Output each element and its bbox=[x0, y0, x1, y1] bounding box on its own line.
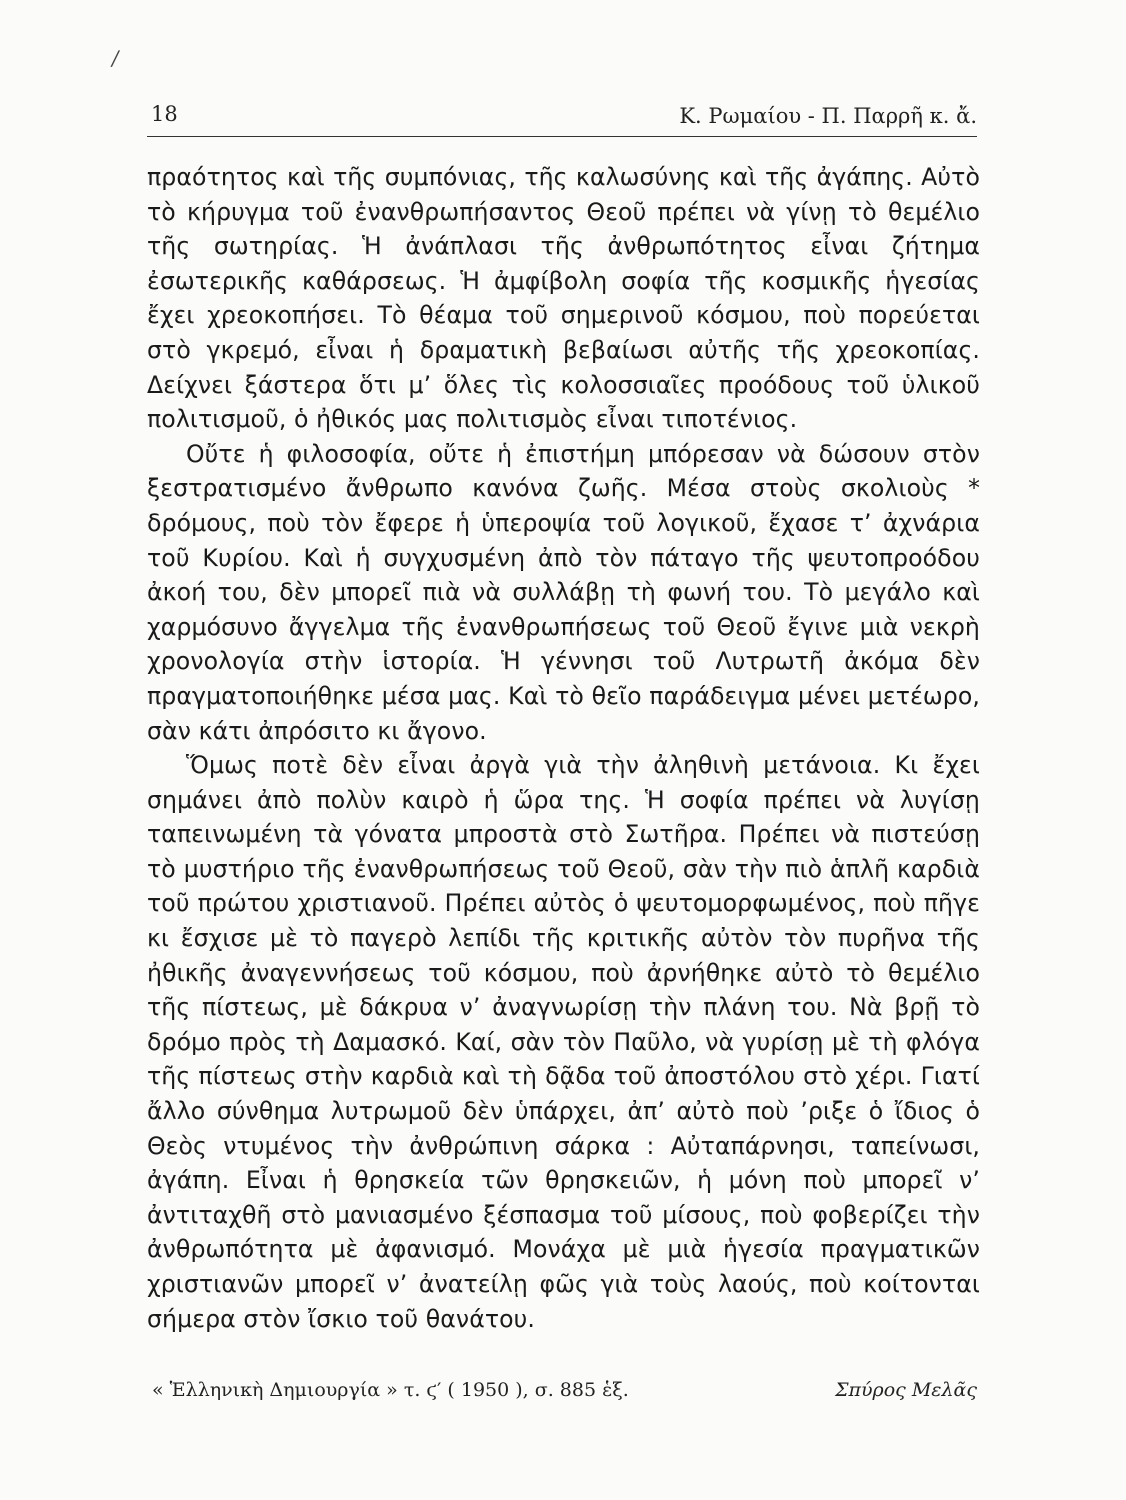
paragraph-2: Οὔτε ἡ φιλοσοφία, οὔτε ἡ ἐπιστήμη μπόρεσαν νὰ δώσουν στὸν ξεστρατισμένο ἄνθρωπο κανόνα ζωῆς. Μέσα στοὺς σκολιοὺς * δρόμους, ποὺ τὸν ἔφερε ἡ ὑπεροψία τοῦ λογικοῦ, ἔχασε τ’ ἀχνάρια τοῦ Κυρίου. Καὶ ἡ συγχυσμένη ἀπὸ τὸν πάταγο τῆς ψευτοπροόδου ἀκοή του, δὲν μπορεῖ πιὰ νὰ συλλάβῃ τὴ φωνή του. Τὸ μεγάλο καὶ χαρμόσυνο ἄγγελμα τῆς ἐνανθρωπήσεως τοῦ Θεοῦ ἔγινε μιὰ νεκρὴ χρονολογία στὴν ἱστορία. Ἡ γέννησι τοῦ Λυτρωτῆ ἀκόμα δὲν πραγματοποιήθηκε μέσα μας. Καὶ τὸ θεῖο παράδειγμα μένει μετέωρο, σὰν κάτι ἀπρόσιτο κι ἄγονο. bbox=[147, 439, 980, 745]
page-number: 18 bbox=[151, 102, 178, 126]
running-head: Κ. Ρωμαίου - Π. Παρρῆ κ. ἄ. bbox=[679, 104, 977, 128]
header-rule bbox=[147, 136, 977, 137]
author-signature: Σπύρος Μελᾶς bbox=[835, 1379, 977, 1401]
source-citation: « Ἑλληνικὴ Δημιουργία » τ. ϛ′ ( 1950 ), σ. 885 ἑξ. bbox=[152, 1379, 629, 1401]
page-header bbox=[147, 100, 977, 132]
paragraph-1: πραότητος καὶ τῆς συμπόνιας, τῆς καλωσύνης καὶ τῆς ἀγάπης. Αὐτὸ τὸ κήρυγμα τοῦ ἐνανθρωπήσαντος Θεοῦ πρέπει νὰ γίνῃ τὸ θεμέλιο τῆς σωτηρίας. Ἡ ἀνάπλασι τῆς ἀνθρωπότητος εἶναι ζήτημα ἐσωτερικῆς καθάρσεως. Ἡ ἀμφίβολη σοφία τῆς κοσμικῆς ἡγεσίας ἔχει χρεοκοπήσει. Τὸ θέαμα τοῦ σημερινοῦ κόσμου, ποὺ πορεύεται στὸ γκρεμό, εἶναι ἡ δραματικὴ βεβαίωσι αὐτῆς τῆς χρεοκοπίας. Δείχνει ξάστερα ὅτι μ’ ὅλες τὶς κολοσσιαῖες προόδους τοῦ ὑλικοῦ πολιτισμοῦ, ὁ ἠθικός μας πολιτισμὸς εἶναι τιποτένιος. bbox=[147, 163, 980, 434]
paragraph-3: Ὅμως ποτὲ δὲν εἶναι ἀργὰ γιὰ τὴν ἀληθινὴ μετάνοια. Κι ἔχει σημάνει ἀπὸ πολὺν καιρὸ ἡ ὥρα της. Ἡ σοφία πρέπει νὰ λυγίσῃ ταπεινωμένη τὰ γόνατα μπροστὰ στὸ Σωτῆρα. Πρέπει νὰ πιστεύσῃ τὸ μυστήριο τῆς ἐνανθρωπήσεως τοῦ Θεοῦ, σὰν τὴν πιὸ ἁπλῆ καρδιὰ τοῦ πρώτου χριστιανοῦ. Πρέπει αὐτὸς ὁ ψευτομορφωμένος, ποὺ πῆγε κι ἔσχισε μὲ τὸ παγερὸ λεπίδι τῆς κριτικῆς αὐτὸν τὸν πυρῆνα τῆς ἠθικῆς ἀναγεννήσεως τοῦ κόσμου, ποὺ ἀρνήθηκε αὐτὸ τὸ θεμέλιο τῆς πίστεως, μὲ δάκρυα ν’ ἀναγνωρίσῃ τὴν πλάνη του. Νὰ βρῇ τὸ δρόμο πρὸς τὴ Δαμασκό. Καί, σὰν τὸν Παῦλο, νὰ γυρίσῃ μὲ τὴ φλόγα τῆς πίστεως στὴν καρδιὰ καὶ τὴ δᾷδα τοῦ ἀποστόλου στὸ χέρι. Γιατί ἄλλο σύνθημα λυτρωμοῦ δὲν ὑπάρχει, ἀπ’ αὐτὸ ποὺ ’ριξε ὁ ἴδιος ὁ Θεὸς ντυμένος τὴν ἀνθρώπινη σάρκα : Αὐταπάρνησι, ταπείνωσι, ἀγάπη. Εἶναι ἡ θρησκεία τῶν θρησκειῶν, ἡ μόνη ποὺ μπορεῖ ν’ ἀντιταχθῆ στὸ μανιασμένο ξέσπασμα τοῦ μίσους, ποὺ φοβερίζει τὴν ἀνθρωπότητα μὲ ἀφανισμό. Μονάχα μὲ μιὰ ἡγεσία πραγματικῶν χριστιανῶν μπορεῖ ν’ ἀνατείλῃ φῶς γιὰ τοὺς λαούς, ποὺ κοίτονται σήμερα στὸν ἴσκιο τοῦ θανάτου. bbox=[147, 751, 980, 1333]
body-text bbox=[147, 160, 980, 1336]
corner-pencil-mark: / bbox=[109, 46, 121, 70]
citation-footer bbox=[147, 1379, 977, 1415]
